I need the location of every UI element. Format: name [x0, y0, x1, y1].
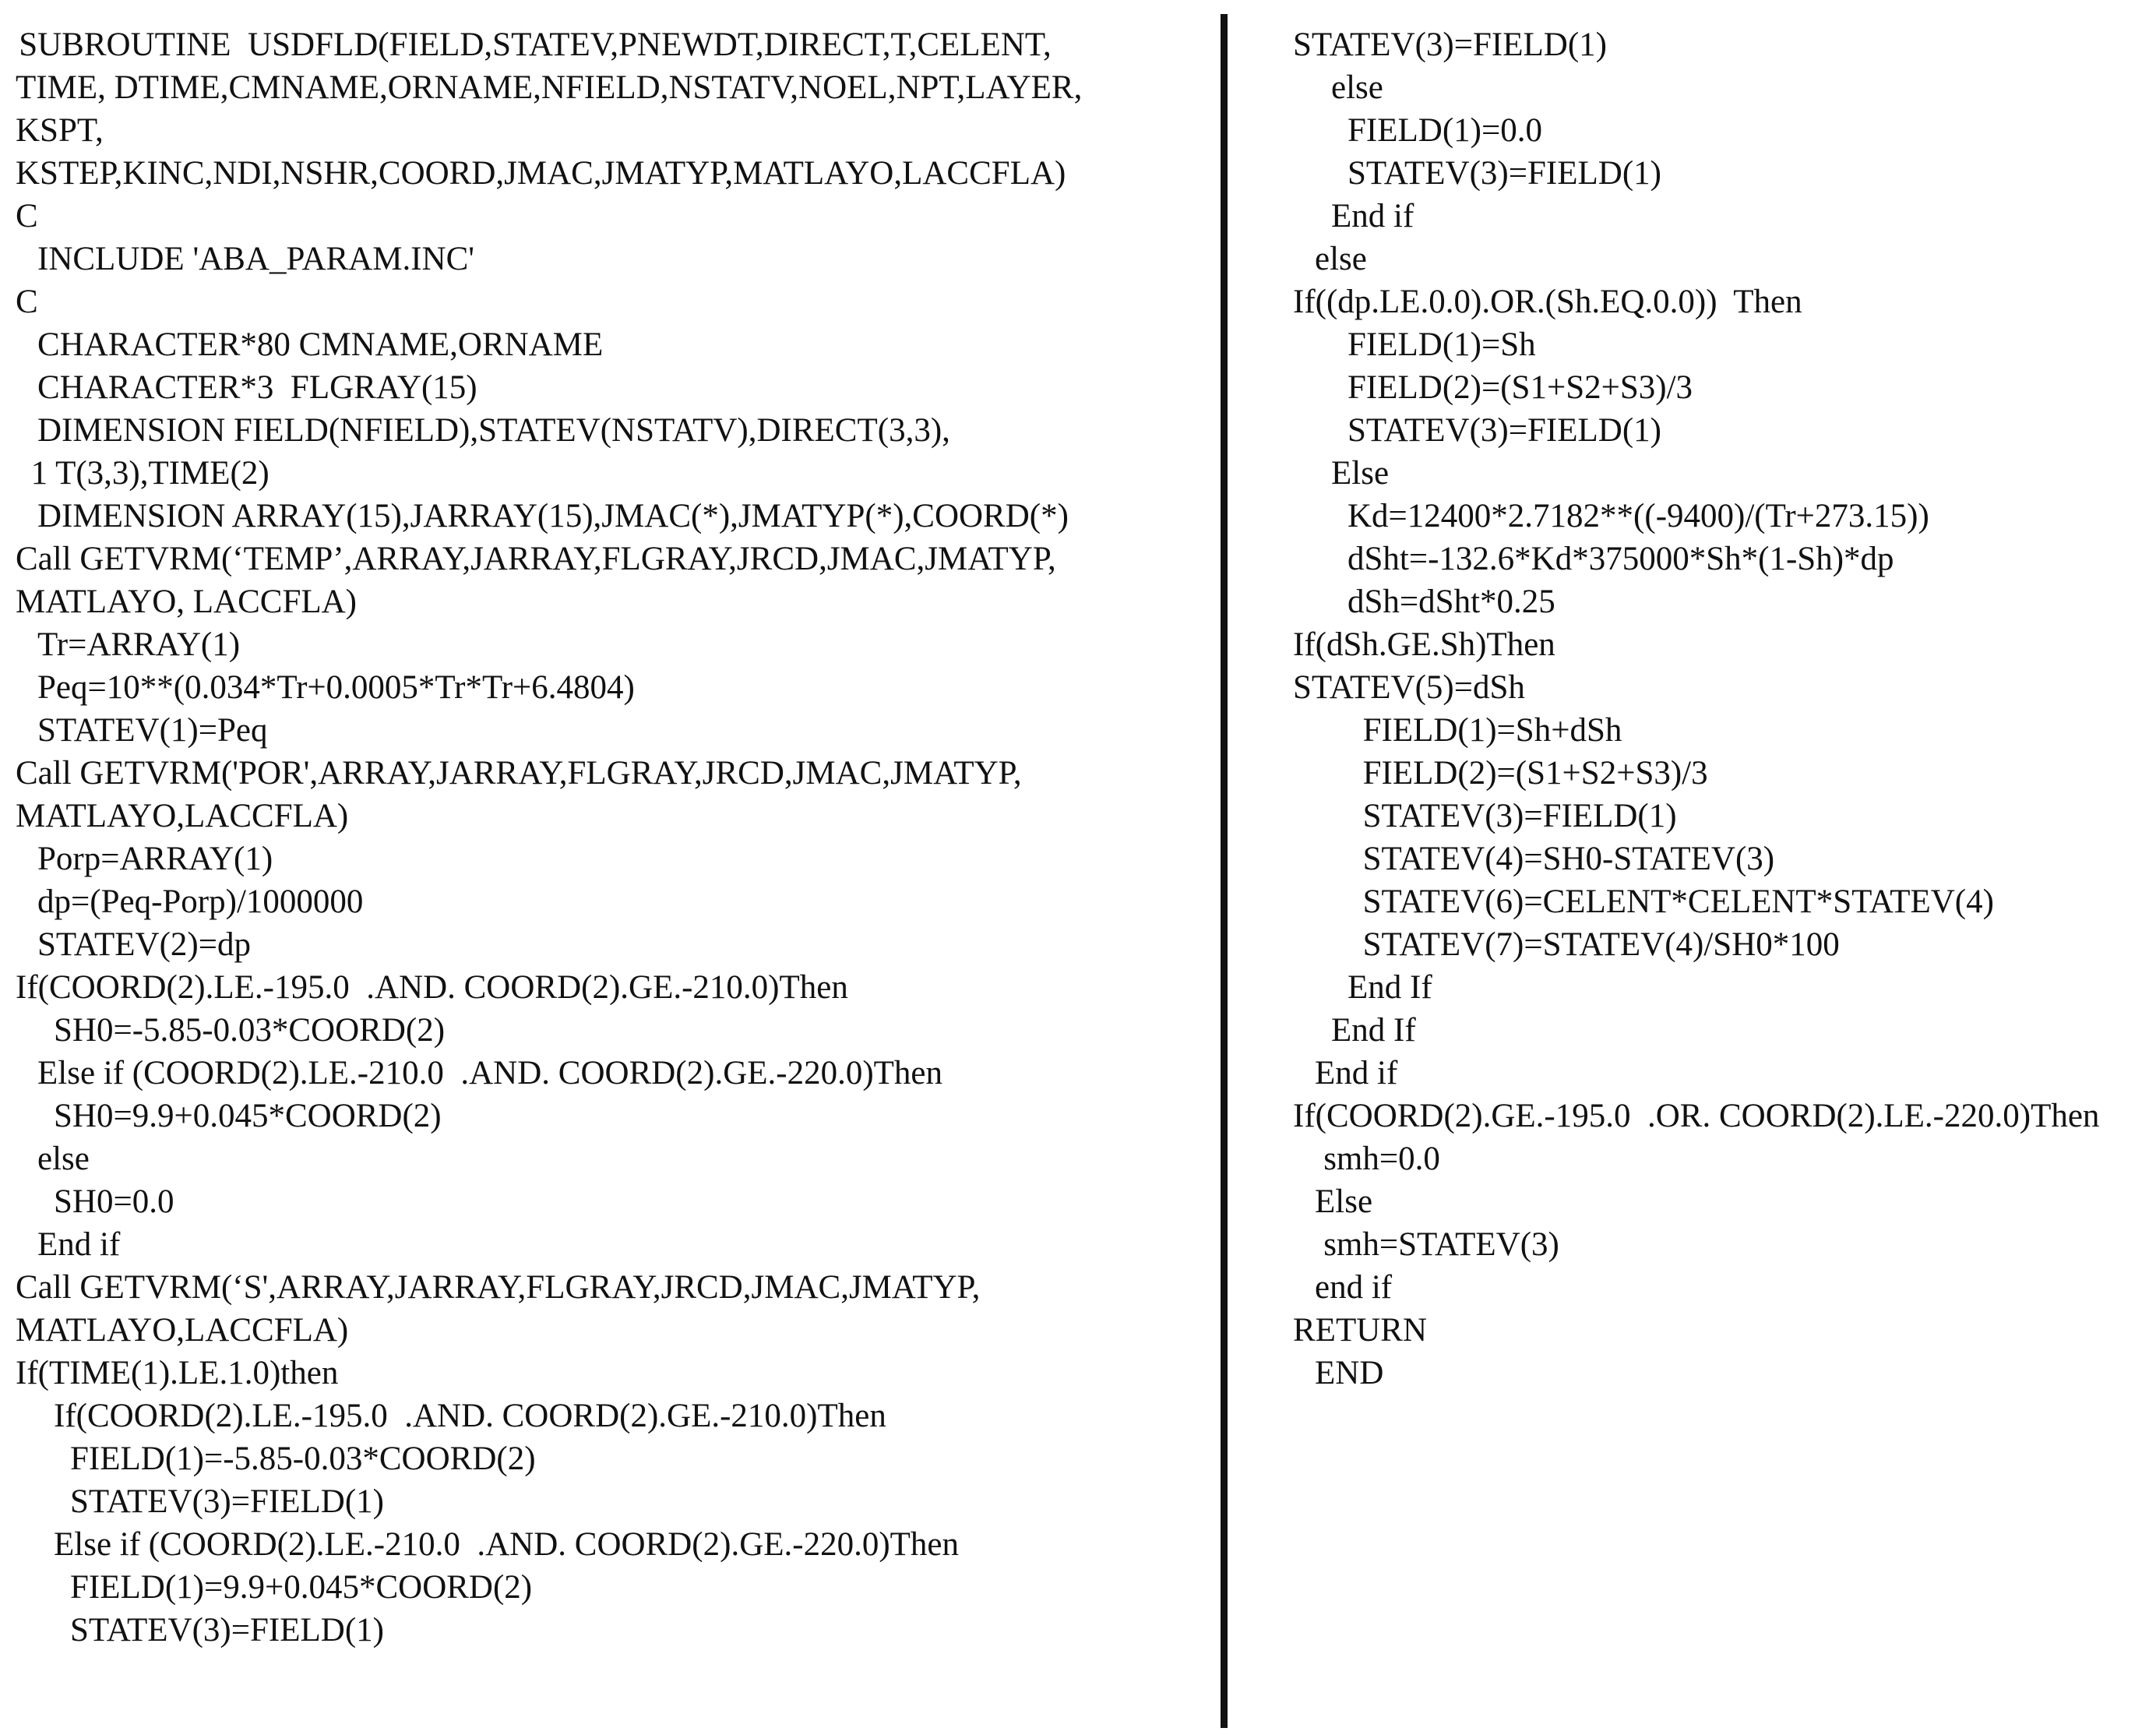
code-line: STATEV(3)=FIELD(1) — [70, 1483, 384, 1520]
code-line: FIELD(2)=(S1+S2+S3)/3 — [1362, 755, 1708, 792]
code-line: FIELD(1)=-5.85-0.03*COORD(2) — [70, 1441, 536, 1477]
code-line: Else if (COORD(2).LE.-210.0 .AND. COORD(2).GE.-220.0)Then — [37, 1055, 943, 1091]
code-line: End if — [37, 1226, 121, 1263]
code-line: If(COORD(2).GE.-195.0 .OR. COORD(2).LE.-220.0)Then — [1293, 1098, 2100, 1134]
code-line: smh=STATEV(3) — [1323, 1226, 1559, 1263]
code-line: else — [1331, 69, 1383, 106]
code-line: Else — [1315, 1183, 1373, 1220]
code-line: Call GETVRM(‘S',ARRAY,JARRAY,FLGRAY,JRCD,JMAC,JMATYP, — [16, 1269, 981, 1306]
code-line: FIELD(1)=Sh — [1348, 326, 1536, 363]
code-line: Porp=ARRAY(1) — [37, 841, 273, 877]
code-line: If((dp.LE.0.0).OR.(Sh.EQ.0.0)) Then — [1293, 284, 1802, 320]
code-line: MATLAYO, LACCFLA) — [16, 584, 357, 620]
code-line: FIELD(1)=9.9+0.045*COORD(2) — [70, 1569, 533, 1606]
code-line: Kd=12400*2.7182**((-9400)/(Tr+273.15)) — [1348, 498, 1929, 534]
code-line: DIMENSION ARRAY(15),JARRAY(15),JMAC(*),JMATYP(*),COORD(*) — [37, 498, 1069, 534]
code-line: RETURN — [1293, 1312, 1427, 1349]
code-line: KSTEP,KINC,NDI,NSHR,COORD,JMAC,JMATYP,MATLAYO,LACCFLA) — [16, 155, 1066, 192]
code-line: STATEV(3)=FIELD(1) — [70, 1612, 384, 1649]
code-line: STATEV(1)=Peq — [37, 712, 268, 749]
code-column-right — [1293, 23, 2150, 1395]
code-line: FIELD(1)=Sh+dSh — [1362, 712, 1622, 749]
code-line: STATEV(3)=FIELD(1) — [1362, 798, 1677, 834]
code-line: STATEV(5)=dSh — [1293, 669, 1525, 706]
code-line: MATLAYO,LACCFLA) — [16, 798, 349, 834]
code-line: KSPT, — [16, 112, 104, 149]
code-column-left — [16, 23, 1215, 1652]
code-line: else — [37, 1141, 90, 1177]
code-line: Peq=10**(0.034*Tr+0.0005*Tr*Tr+6.4804) — [37, 669, 635, 706]
code-line: C — [16, 198, 38, 235]
code-line: If(COORD(2).LE.-195.0 .AND. COORD(2).GE.-210.0)Then — [16, 969, 848, 1006]
code-line: SH0=0.0 — [54, 1183, 174, 1220]
code-line: FIELD(2)=(S1+S2+S3)/3 — [1348, 369, 1693, 406]
code-line: C — [16, 284, 38, 320]
code-line: dSh=dSht*0.25 — [1348, 584, 1555, 620]
code-line: smh=0.0 — [1323, 1141, 1440, 1177]
code-line: STATEV(3)=FIELD(1) — [1293, 26, 1607, 63]
code-line: SUBROUTINE USDFLD(FIELD,STATEV,PNEWDT,DIRECT,T,CELENT, — [19, 26, 1052, 63]
code-line: Else — [1331, 455, 1390, 492]
code-line: end if — [1315, 1269, 1393, 1306]
code-line: Call GETVRM(‘TEMP’,ARRAY,JARRAY,FLGRAY,JRCD,JMAC,JMATYP, — [16, 541, 1056, 577]
code-line: CHARACTER*80 CMNAME,ORNAME — [37, 326, 604, 363]
code-line: SH0=-5.85-0.03*COORD(2) — [54, 1012, 446, 1049]
code-line: End If — [1348, 969, 1432, 1006]
code-line: CHARACTER*3 FLGRAY(15) — [37, 369, 477, 406]
code-line: dSht=-132.6*Kd*375000*Sh*(1-Sh)*dp — [1348, 541, 1894, 577]
code-line: TIME, DTIME,CMNAME,ORNAME,NFIELD,NSTATV,NOEL,NPT,LAYER, — [16, 69, 1083, 106]
code-line: FIELD(1)=0.0 — [1348, 112, 1542, 149]
code-line: dp=(Peq-Porp)/1000000 — [37, 883, 364, 920]
column-divider — [1221, 14, 1228, 1728]
code-line: If(COORD(2).LE.-195.0 .AND. COORD(2).GE.-210.0)Then — [54, 1398, 886, 1434]
code-line: End if — [1331, 198, 1414, 235]
code-line: End If — [1331, 1012, 1416, 1049]
code-line: DIMENSION FIELD(NFIELD),STATEV(NSTATV),DIRECT(3,3), — [37, 412, 950, 449]
code-line: Call GETVRM('POR',ARRAY,JARRAY,FLGRAY,JRCD,JMAC,JMATYP, — [16, 755, 1022, 792]
code-line: If(dSh.GE.Sh)Then — [1293, 626, 1555, 663]
code-line: STATEV(3)=FIELD(1) — [1348, 412, 1661, 449]
code-line: STATEV(6)=CELENT*CELENT*STATEV(4) — [1362, 883, 1994, 920]
code-line: End if — [1315, 1055, 1398, 1091]
code-line: Else if (COORD(2).LE.-210.0 .AND. COORD(2).GE.-220.0)Then — [54, 1526, 960, 1563]
code-line: END — [1315, 1355, 1384, 1391]
code-line: Tr=ARRAY(1) — [37, 626, 241, 663]
code-line: STATEV(3)=FIELD(1) — [1348, 155, 1661, 192]
code-line: If(TIME(1).LE.1.0)then — [16, 1355, 339, 1391]
code-line: INCLUDE 'ABA_PARAM.INC' — [37, 241, 475, 277]
code-line: STATEV(7)=STATEV(4)/SH0*100 — [1362, 926, 1840, 963]
code-line: 1 T(3,3),TIME(2) — [30, 455, 270, 492]
code-line: else — [1315, 241, 1367, 277]
code-line: STATEV(4)=SH0-STATEV(3) — [1362, 841, 1775, 877]
code-line: SH0=9.9+0.045*COORD(2) — [54, 1098, 442, 1134]
code-line: MATLAYO,LACCFLA) — [16, 1312, 349, 1349]
code-line: STATEV(2)=dp — [37, 926, 251, 963]
